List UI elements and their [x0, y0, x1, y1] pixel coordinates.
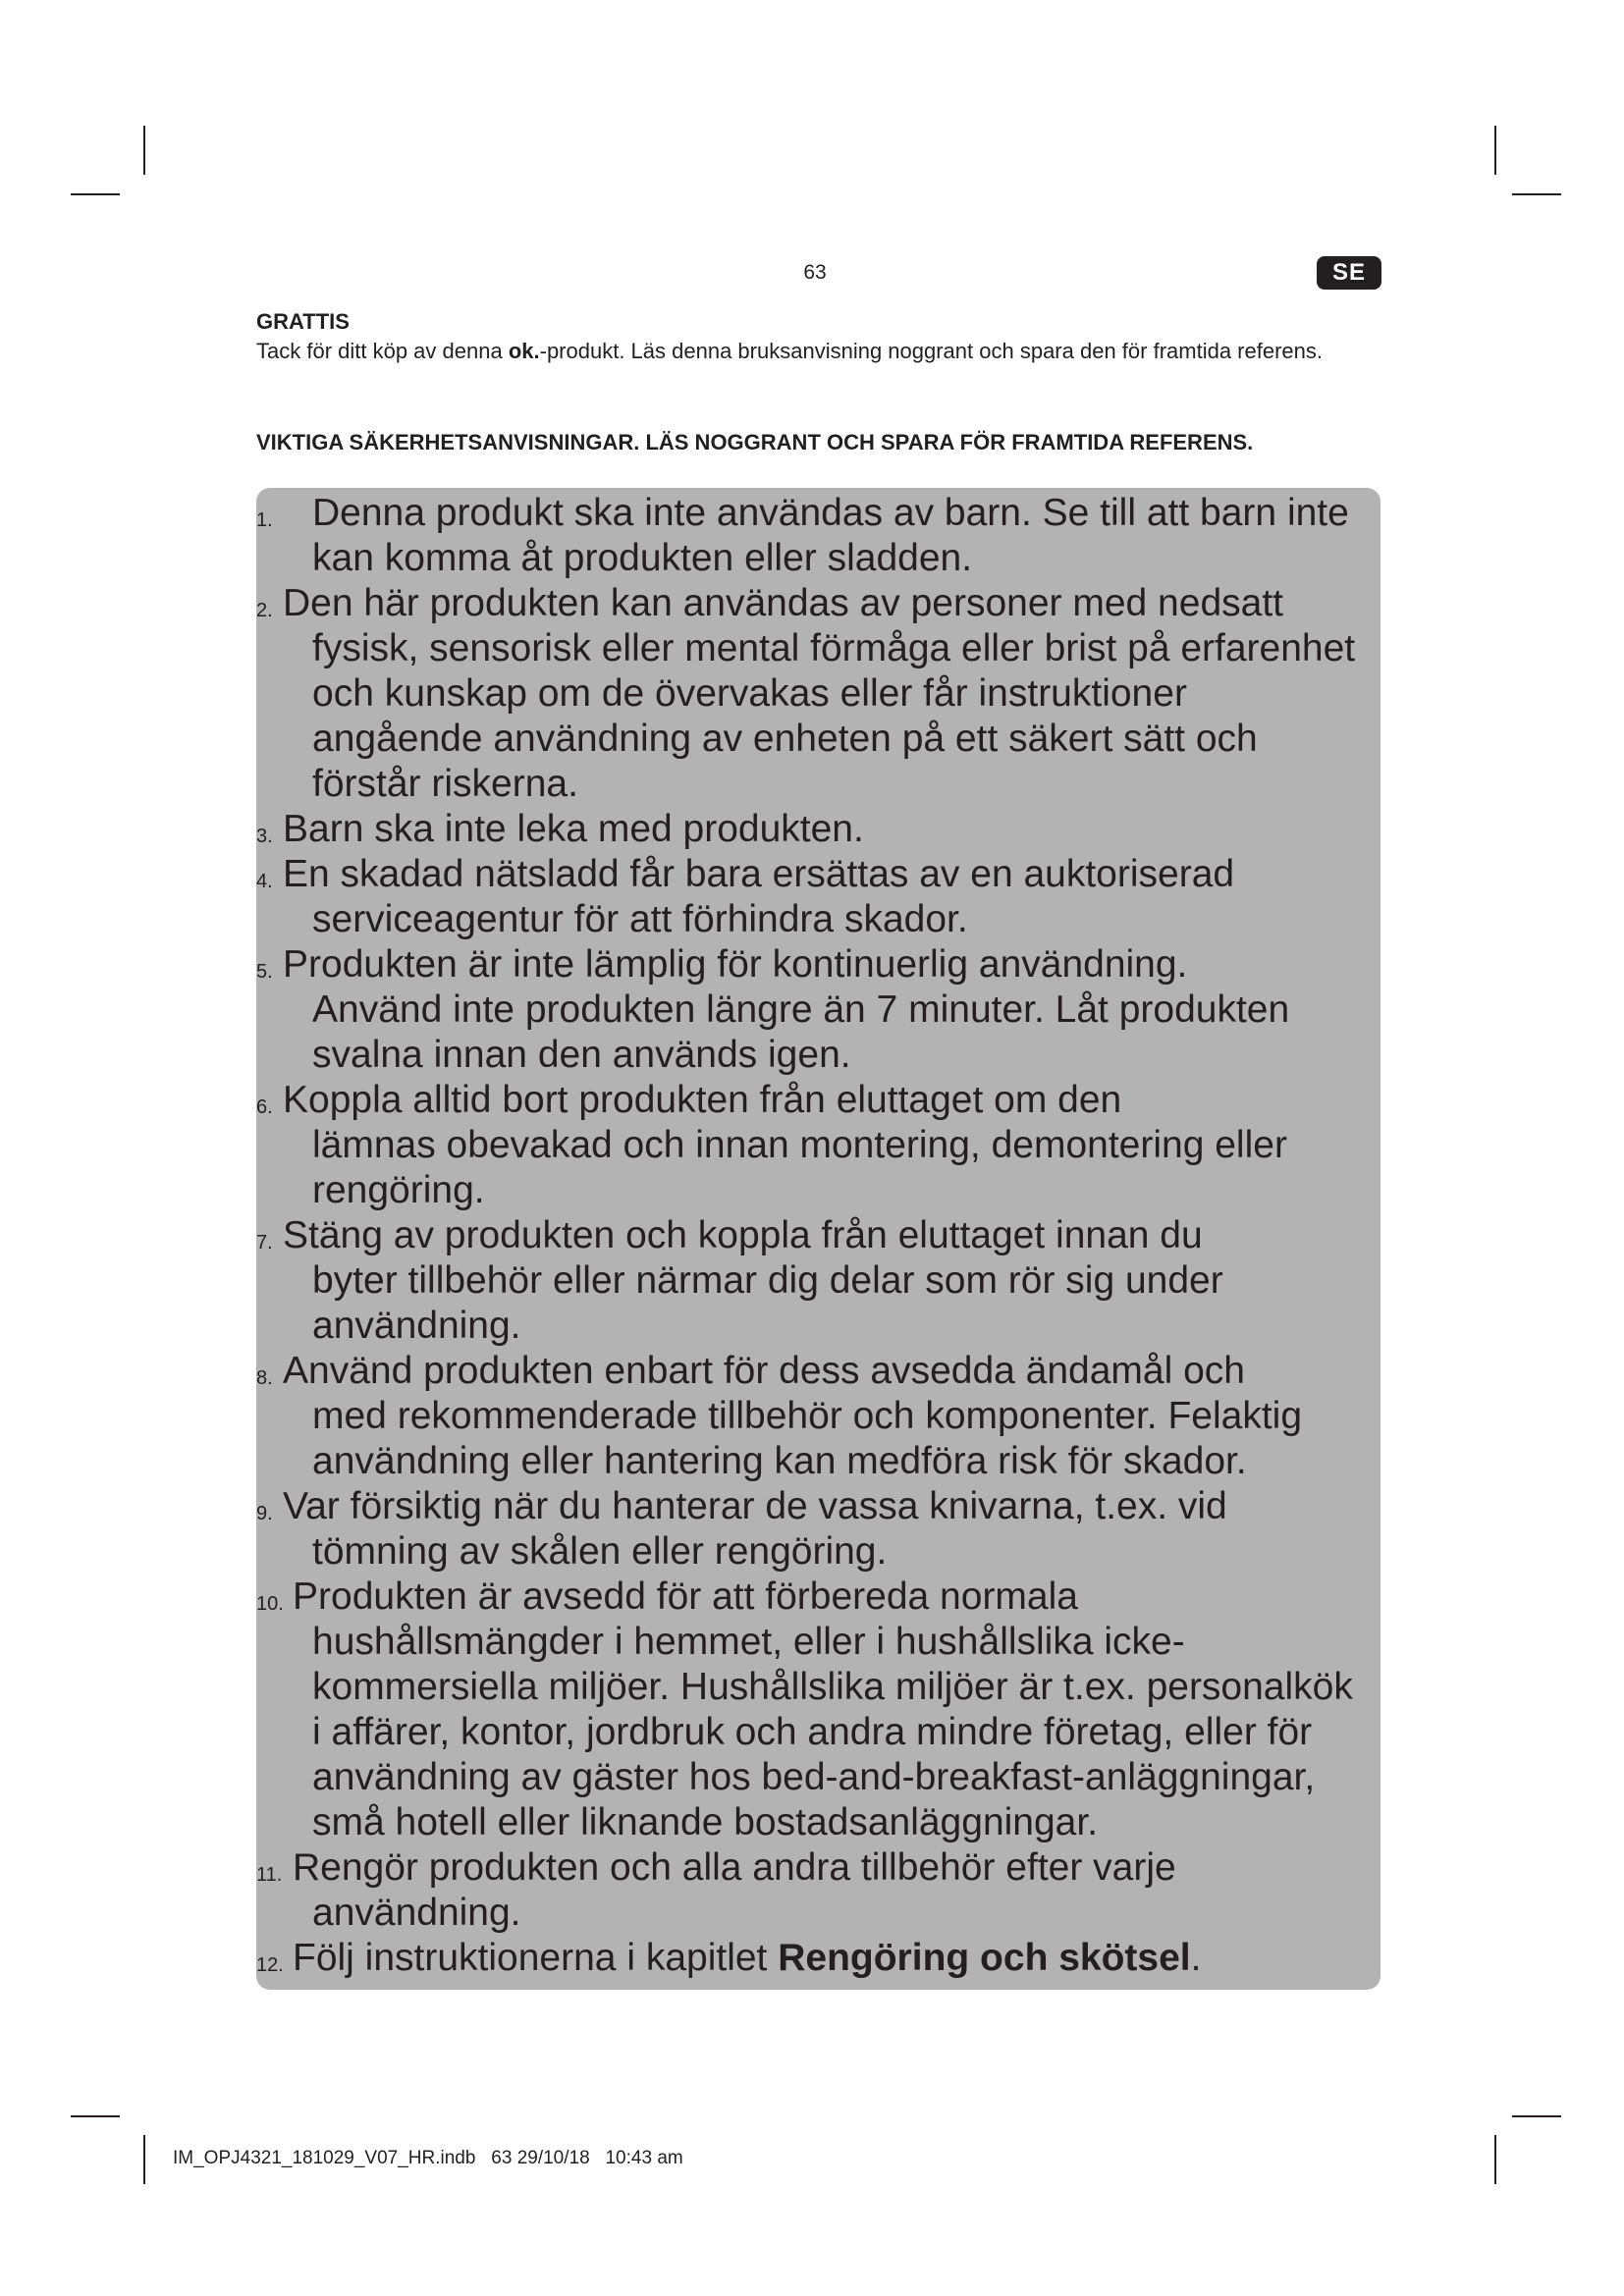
item-number: 3. — [256, 826, 273, 847]
item-line: fysisk, sensorisk eller mental förmåga eller brist på erfarenhet — [312, 627, 1356, 669]
item-line: kommersiella miljöer. Hushållslika miljöer är t.ex. personalkök — [312, 1666, 1353, 1708]
item-line: Använd produkten enbart för dess avsedda ändamål och — [283, 1350, 1245, 1392]
item-line: svalna innan den används igen. — [312, 1034, 851, 1076]
item-line: Använd inte produkten längre än 7 minuter. Låt produkten — [312, 988, 1290, 1031]
item-line: med rekommenderade tillbehör och komponenter. Felaktig — [312, 1395, 1303, 1437]
list-item — [256, 942, 1395, 1078]
item-line: tömning av skålen eller rengöring. — [312, 1530, 888, 1573]
list-item — [256, 807, 1395, 852]
list-item — [256, 1349, 1395, 1484]
item-line: En skadad nätsladd får bara ersättas av en auktoriserad — [283, 853, 1235, 895]
item-number: 1. — [256, 509, 273, 531]
list-item — [256, 581, 1395, 807]
item-line: Produkten är avsedd för att förbereda normala — [293, 1575, 1078, 1618]
item-line: byter tillbehör eller närmar dig delar som rör sig under — [312, 1259, 1223, 1302]
page-number: 63 — [803, 261, 827, 284]
crop-mark — [71, 193, 120, 195]
item-line: användning. — [312, 1305, 521, 1347]
item-line — [293, 1936, 1395, 1981]
chapter-reference: Rengöring och skötsel — [778, 1937, 1191, 1979]
list-item — [256, 1484, 1395, 1575]
item-line: kan komma åt produkten eller sladden. — [312, 537, 973, 579]
item-number: 12. — [256, 1954, 284, 1976]
item-number: 11. — [256, 1864, 283, 1886]
item-line: Rengör produkten och alla andra tillbehör efter varje — [293, 1846, 1176, 1889]
item-line: förstår riskerna. — [312, 763, 578, 805]
list-item — [256, 852, 1395, 942]
item-number: 7. — [256, 1232, 273, 1254]
list-item — [256, 1936, 1395, 1981]
item-number: 6. — [256, 1096, 273, 1118]
item-line: lämnas obevakad och innan montering, demontering eller — [312, 1124, 1287, 1166]
item-line: användning av gäster hos bed-and-breakfast-anläggningar, — [312, 1756, 1316, 1798]
crop-mark — [71, 2115, 120, 2117]
item-line: Barn ska inte leka med produkten. — [283, 808, 864, 850]
brand-name: ok. — [508, 339, 540, 363]
item-line: hushållsmängder i hemmet, eller i hushållslika icke- — [312, 1621, 1185, 1663]
list-item — [256, 1213, 1395, 1349]
intro-text-after: -produkt. Läs denna bruksanvisning noggrant och spara den för framtida referens. — [539, 339, 1323, 363]
crop-mark — [143, 2135, 145, 2184]
item-line: Stäng av produkten och koppla från eluttaget innan du — [283, 1214, 1203, 1256]
item-number: 4. — [256, 871, 273, 892]
item-line: Produkten är inte lämplig för kontinuerlig användning. — [283, 943, 1188, 986]
crop-mark — [1512, 2115, 1561, 2117]
list-item — [256, 1575, 1395, 1845]
item-line: angående användning av enheten på ett säkert sätt och — [312, 718, 1258, 760]
item-text-before: Följ instruktionerna i kapitlet — [293, 1937, 779, 1979]
item-line: Koppla alltid bort produkten från eluttaget om den — [283, 1079, 1122, 1121]
item-line: i affärer, kontor, jordbruk och andra mindre företag, eller för — [312, 1711, 1313, 1753]
list-item — [256, 1845, 1395, 1936]
intro-heading: GRATTIS — [256, 309, 350, 334]
item-number: 5. — [256, 961, 273, 983]
safety-heading: VIKTIGA SÄKERHETSANVISNINGAR. LÄS NOGGRANT OCH SPARA FÖR FRAMTIDA REFERENS. — [256, 430, 1254, 454]
item-line: användning. — [312, 1892, 521, 1934]
item-line: rengöring. — [312, 1169, 485, 1211]
item-number: 2. — [256, 600, 273, 621]
item-line: serviceagentur för att förhindra skador. — [312, 898, 968, 940]
item-line: och kunskap om de övervakas eller får instruktioner — [312, 672, 1187, 715]
item-text-after: . — [1190, 1937, 1202, 1979]
item-line: Denna produkt ska inte användas av barn. Se till att barn inte — [312, 492, 1349, 534]
list-item — [256, 1078, 1395, 1213]
crop-mark — [1512, 193, 1561, 195]
intro-text-before: Tack för ditt köp av denna — [256, 339, 509, 363]
intro-paragraph — [256, 338, 1376, 365]
crop-mark — [1494, 126, 1496, 175]
item-number: 8. — [256, 1367, 273, 1389]
item-line: små hotell eller liknande bostadsanläggningar. — [312, 1801, 1099, 1843]
print-slug: IM_OPJ4321_181029_V07_HR.indb 63 29/10/18 10:43 am — [173, 2148, 683, 2168]
list-item — [256, 491, 1395, 581]
item-line: Var försiktig när du hanterar de vassa knivarna, t.ex. vid — [283, 1485, 1227, 1527]
crop-mark — [143, 126, 145, 175]
crop-mark — [1494, 2135, 1496, 2184]
item-line: användning eller hantering kan medföra risk för skador. — [312, 1440, 1247, 1482]
language-badge: SE — [1317, 256, 1381, 290]
safety-instructions-list — [256, 491, 1395, 1981]
item-number: 9. — [256, 1503, 273, 1524]
item-line: Den här produkten kan användas av personer med nedsatt — [283, 582, 1283, 624]
item-number: 10. — [256, 1593, 284, 1615]
